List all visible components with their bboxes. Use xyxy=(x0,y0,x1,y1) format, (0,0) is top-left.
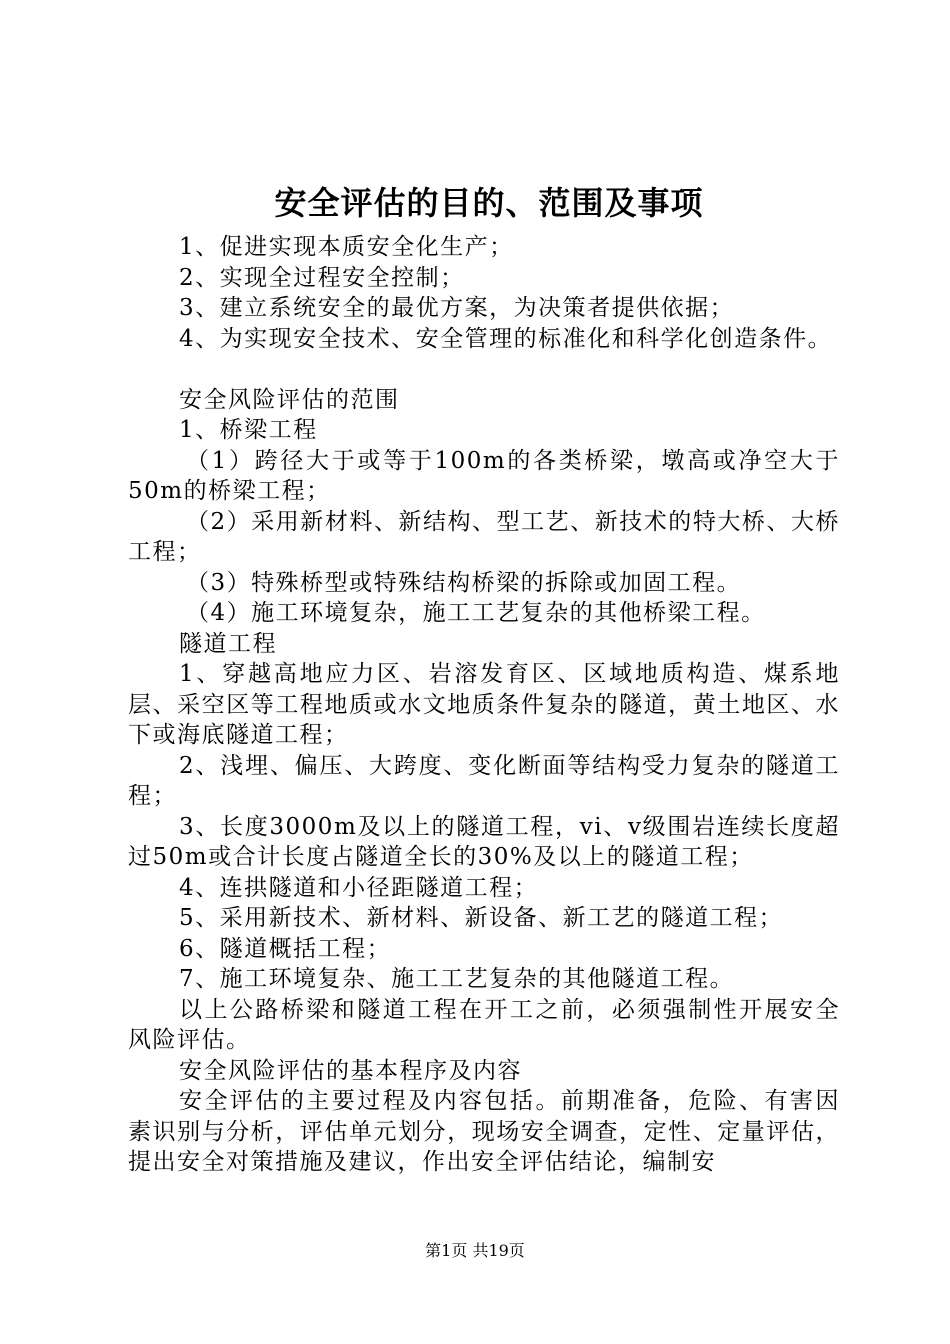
document-page xyxy=(128,180,840,1178)
goal-item: 1、促进实现本质安全化生产； xyxy=(179,234,514,260)
goal-item: 3、建立系统安全的最优方案，为决策者提供依据； xyxy=(179,295,735,321)
bridge-heading: 1、桥梁工程 xyxy=(179,417,318,443)
scope-heading: 安全风险评估的范围 xyxy=(179,386,400,413)
procedure-heading: 安全风险评估的基本程序及内容 xyxy=(179,1057,522,1084)
page-number-footer: 第1页 共19页 xyxy=(425,1241,525,1260)
blank-line xyxy=(128,354,840,385)
bridge-item: （2）采用新材料、新结构、型工艺、新技术的特大桥、大桥工程； xyxy=(128,508,840,565)
bridge-item: （4）施工环境复杂，施工工艺复杂的其他桥梁工程。 xyxy=(186,600,766,626)
tunnel-item: 2、浅埋、偏压、大跨度、变化断面等结构受力复杂的隧道工程； xyxy=(128,752,840,809)
bridge-item: （1）跨径大于或等于100m的各类桥梁，墩高或净空大于50m的桥梁工程； xyxy=(128,447,840,504)
tunnel-item: 1、穿越高地应力区、岩溶发育区、区域地质构造、煤系地层、采空区等工程地质或水文地质条件复杂的隧道，黄土地区、水下或海底隧道工程； xyxy=(128,661,840,748)
tunnel-item: 7、施工环境复杂、施工工艺复杂的其他隧道工程。 xyxy=(179,966,735,992)
bridge-item: （3）特殊桥型或特殊结构桥梁的拆除或加固工程。 xyxy=(186,569,742,596)
tunnel-item: 6、隧道概括工程； xyxy=(179,935,392,962)
tunnel-item: 5、采用新技术、新材料、新设备、新工艺的隧道工程； xyxy=(179,905,784,931)
mandatory-note: 以上公路桥梁和隧道工程在开工之前，必须强制性开展安全风险评估。 xyxy=(128,996,840,1053)
tunnel-item: 4、连拱隧道和小径距隧道工程； xyxy=(179,874,539,901)
goal-item: 2、实现全过程安全控制； xyxy=(179,264,465,291)
tunnel-item: 3、长度3000m及以上的隧道工程，vi、v级围岩连续长度超过50m或合计长度占隧道全长的30%及以上的隧道工程； xyxy=(128,813,840,870)
goal-item: 4、为实现安全技术、安全管理的标准化和科学化创造条件。 xyxy=(179,325,833,352)
document-title: 安全评估的目的、范围及事项 xyxy=(274,184,704,222)
procedure-text: 安全评估的主要过程及内容包括。前期准备，危险、有害因素识别与分析，评估单元划分，现场安全调查，定性、定量评估，提出安全对策措施及建议，作出安全评估结论，编制安 xyxy=(128,1088,840,1175)
tunnel-heading: 隧道工程 xyxy=(179,630,277,657)
